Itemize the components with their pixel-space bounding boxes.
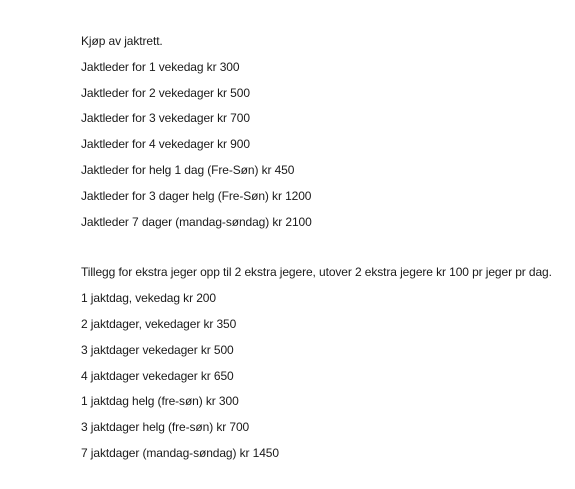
paragraph-gap [81, 240, 575, 265]
document-body [81, 34, 575, 472]
section2-heading: Tillegg for ekstra jeger opp til 2 ekstra jegere, utover 2 ekstra jegere kr 100 pr jeger pr dag. [81, 265, 552, 280]
price-line: 1 jaktdag helg (fre-søn) kr 300 [81, 394, 239, 409]
price-line: 4 jaktdager vekedager kr 650 [81, 368, 234, 383]
price-line: 3 jaktdager vekedager kr 500 [81, 342, 234, 357]
price-line: 3 jaktdager helg (fre-søn) kr 700 [81, 420, 250, 435]
price-line: 1 jaktdag, vekedag kr 200 [81, 291, 216, 306]
price-line: Jaktleder for 2 vekedager kr 500 [81, 85, 250, 100]
price-line: Jaktleder for 3 vekedager kr 700 [81, 111, 250, 126]
price-line: Jaktleder for 3 dager helg (Fre-Søn) kr 1200 [81, 188, 312, 203]
price-line: Jaktleder for helg 1 dag (Fre-Søn) kr 450 [81, 162, 295, 177]
price-line: Jaktleder for 4 vekedager kr 900 [81, 137, 250, 152]
price-line: 7 jaktdager (mandag-søndag) kr 1450 [81, 445, 279, 460]
price-line: 2 jaktdager, vekedager kr 350 [81, 316, 237, 331]
price-line: Jaktleder for 1 vekedag kr 300 [81, 59, 240, 74]
section1-heading: Kjøp av jaktrett. [81, 34, 163, 48]
price-line: Jaktleder 7 dager (mandag-søndag) kr 2100 [81, 214, 312, 229]
